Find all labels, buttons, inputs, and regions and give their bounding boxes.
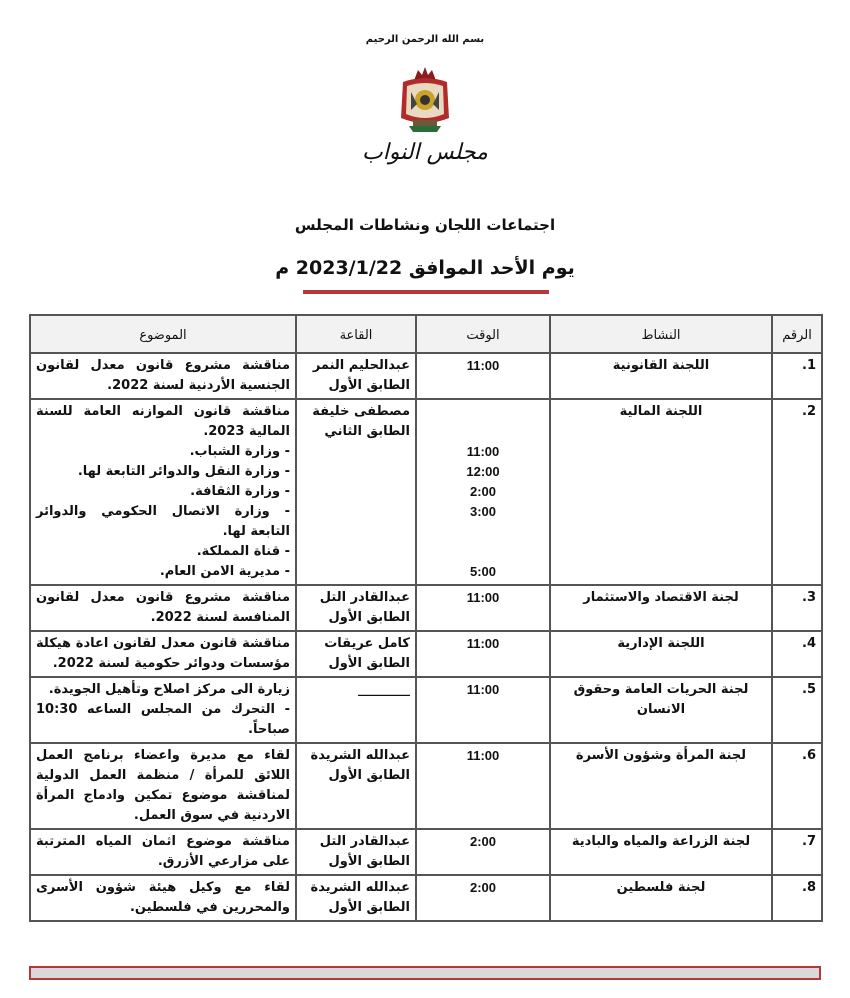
room-line: الطابق الأول: [328, 610, 410, 625]
table-row: [30, 631, 822, 677]
row-number: 4.: [772, 631, 822, 677]
row-time: [416, 829, 550, 875]
row-number: 3.: [772, 585, 822, 631]
time-entry: 2:00: [469, 484, 497, 499]
room-line: الطابق الأول: [328, 854, 410, 869]
row-room: [296, 353, 416, 399]
crest-emblem-icon: [391, 64, 459, 134]
topic-line: مناقشة قانون الموازنه العامة للسنة المالية 2023.: [36, 404, 290, 439]
row-activity: اللجنة الإدارية: [550, 631, 772, 677]
room-line: الطابق الأول: [328, 768, 410, 783]
table-row: [30, 353, 822, 399]
row-topic: [30, 677, 296, 743]
topic-line: لقاء مع وكيل هيئة شؤون الأسرى والمحررين في فلسطين.: [36, 880, 290, 915]
table-header-row: [30, 315, 822, 353]
time-entry: 11:00: [466, 682, 500, 697]
room-line: الطابق الثاني: [324, 424, 410, 439]
time-entry: 11:00: [466, 590, 500, 605]
row-room: [296, 677, 416, 743]
row-time: [416, 585, 550, 631]
row-room: [296, 585, 416, 631]
row-room: [296, 875, 416, 921]
time-entry: [422, 402, 544, 422]
date-line: يوم الأحد الموافق 2023/1/22 م: [275, 257, 575, 279]
row-time: [416, 677, 550, 743]
time-entry: 2:00: [469, 834, 497, 849]
table-row: [30, 585, 822, 631]
room-line: ________: [358, 682, 410, 697]
topic-line: مناقشة مشروع قانون معدل لقانون المنافسة لسنة 2022.: [36, 590, 290, 625]
room-line: عبدالحليم النمر: [312, 358, 410, 373]
row-time: [416, 631, 550, 677]
footer-bar: [29, 966, 821, 980]
row-topic: [30, 875, 296, 921]
row-room: [296, 399, 416, 585]
date-underline: [303, 290, 549, 294]
room-line: الطابق الأول: [328, 656, 410, 671]
room-line: عبدالله الشريدة: [310, 880, 410, 895]
time-entry: 11:00: [466, 636, 500, 651]
time-entry: 5:00: [469, 564, 497, 579]
time-entry: 11:00: [466, 748, 500, 763]
time-entry: [422, 542, 544, 562]
topic-line: زيارة الى مركز اصلاح وتأهيل الجويدة.: [48, 682, 290, 697]
table-row: [30, 829, 822, 875]
time-entry: 11:00: [466, 444, 500, 459]
topic-line: مناقشة موضوع اثمان المياه المترتبة على مزارعي الأزرق.: [36, 834, 290, 869]
topic-line: - التحرك من المجلس الساعه 10:30 صباحاً.: [36, 702, 290, 737]
topic-line: - وزارة النقل والدوائر التابعة لها.: [77, 464, 290, 479]
table-row: [30, 743, 822, 829]
row-number: 7.: [772, 829, 822, 875]
page-title: اجتماعات اللجان ونشاطات المجلس: [294, 216, 556, 234]
row-topic: [30, 743, 296, 829]
row-activity: لجنة الاقتصاد والاستثمار: [550, 585, 772, 631]
table-row: [30, 677, 822, 743]
row-activity: لجنة الحريات العامة وحقوق الانسان: [550, 677, 772, 743]
basmala: بسم الله الرحمن الرحيم: [365, 34, 485, 45]
col-header-room: القاعة: [296, 315, 416, 353]
row-topic: [30, 399, 296, 585]
room-line: الطابق الأول: [328, 900, 410, 915]
row-number: 1.: [772, 353, 822, 399]
topic-line: - مديرية الامن العام.: [159, 564, 290, 579]
row-activity: لجنة الزراعة والمياه والبادية: [550, 829, 772, 875]
topic-line: - قناة المملكة.: [196, 544, 290, 559]
row-room: [296, 829, 416, 875]
row-number: 2.: [772, 399, 822, 585]
row-activity: لجنة فلسطين: [550, 875, 772, 921]
row-room: [296, 631, 416, 677]
room-line: عبدالله الشريدة: [310, 748, 410, 763]
row-topic: [30, 829, 296, 875]
col-header-topic: الموضوع: [30, 315, 296, 353]
room-line: الطابق الأول: [328, 378, 410, 393]
row-room: [296, 743, 416, 829]
time-entry: 3:00: [469, 504, 497, 519]
topic-line: - وزارة الشباب.: [189, 444, 290, 459]
row-number: 8.: [772, 875, 822, 921]
col-header-time: الوقت: [416, 315, 550, 353]
topic-line: لقاء مع مديرة واعضاء برنامج العمل اللائق للمرأة / منظمة العمل الدولية لمناقشة موضوع تمكين وادماج المرأة الاردنية في سوق العمل.: [36, 748, 290, 823]
room-line: مصطفى خليفة: [312, 404, 410, 419]
schedule-table: [29, 314, 823, 922]
room-line: كامل عريقات: [324, 636, 410, 651]
time-entry: 2:00: [469, 880, 497, 895]
time-entry: [422, 422, 544, 442]
time-entry: 11:00: [466, 358, 500, 373]
time-entry: 12:00: [466, 464, 500, 479]
room-line: عبدالقادر التل: [319, 834, 410, 849]
row-number: 6.: [772, 743, 822, 829]
row-topic: [30, 353, 296, 399]
row-time: [416, 353, 550, 399]
row-time: [416, 399, 550, 585]
row-activity: اللجنة القانونية: [550, 353, 772, 399]
table-row: [30, 875, 822, 921]
col-header-activity: النشاط: [550, 315, 772, 353]
row-number: 5.: [772, 677, 822, 743]
parliament-name: مجلس النواب: [362, 140, 488, 165]
row-topic: [30, 631, 296, 677]
room-line: عبدالقادر التل: [319, 590, 410, 605]
table-row: [30, 399, 822, 585]
row-time: [416, 875, 550, 921]
topic-line: - وزارة الاتصال الحكومي والدوائر التابعة لها.: [36, 504, 290, 539]
col-header-number: الرقم: [772, 315, 822, 353]
topic-line: - وزارة الثقافة.: [190, 484, 290, 499]
topic-line: مناقشة قانون معدل لقانون اعادة هيكلة مؤسسات ودوائر حكومية لسنة 2022.: [36, 636, 290, 671]
time-entry: [422, 522, 544, 542]
row-activity: اللجنة المالية: [550, 399, 772, 585]
topic-line: مناقشة مشروع قانون معدل لقانون الجنسية الأردنية لسنة 2022.: [36, 358, 290, 393]
row-activity: لجنة المرأة وشؤون الأسرة: [550, 743, 772, 829]
row-topic: [30, 585, 296, 631]
row-time: [416, 743, 550, 829]
